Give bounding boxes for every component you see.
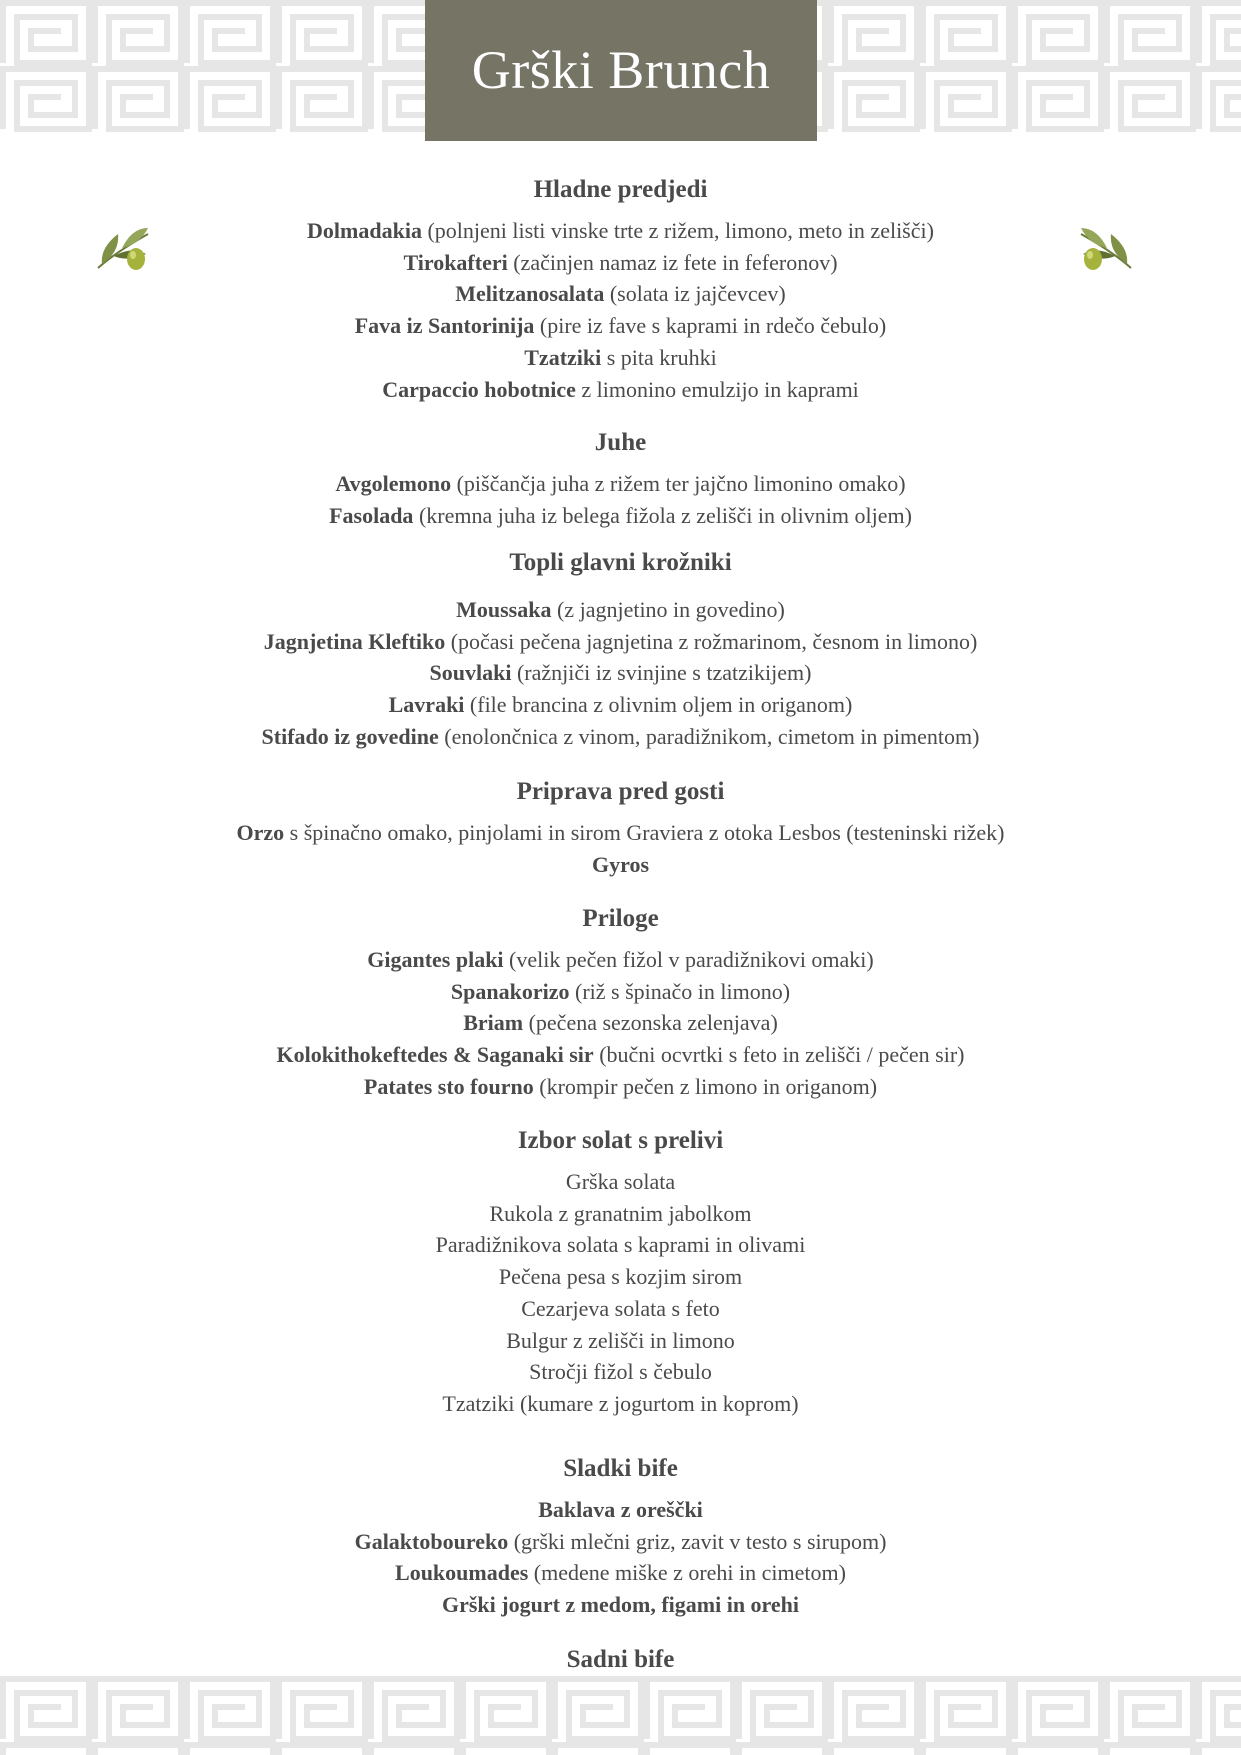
item-desc: Bulgur z zelišči in limono — [506, 1327, 735, 1353]
item-name: Tzatziki — [524, 344, 602, 370]
item-name: Galaktoboureko — [354, 1528, 509, 1554]
list-item — [120, 1198, 1121, 1230]
item-list — [120, 817, 1121, 880]
section-priloge — [120, 904, 1121, 1103]
item-desc: s špinačno omako, pinjolami in sirom Graviera z otoka Lesbos (testeninski rižek) — [284, 820, 1005, 845]
item-desc: (enolončnica z vinom, paradižnikom, cimetom in pimentom) — [438, 723, 980, 749]
list-item — [120, 657, 1121, 689]
item-name: Spanakorizo — [450, 978, 570, 1004]
item-desc: Pečena pesa s kozjim sirom — [498, 1264, 743, 1290]
item-desc: (grški mlečni griz, zavit v testo s sirupom) — [508, 1528, 887, 1554]
section-priprava — [120, 777, 1121, 880]
list-item — [120, 342, 1121, 374]
section-heading: Hladne predjedi — [533, 176, 708, 203]
item-desc: z limonino emulzijo in kaprami — [575, 376, 859, 402]
list-item — [120, 1356, 1121, 1388]
list-item — [120, 1557, 1121, 1589]
list-item — [120, 817, 1121, 849]
item-name: Orzo — [236, 820, 285, 845]
list-item — [120, 1526, 1121, 1558]
item-name: Gigantes plaki — [367, 947, 504, 972]
item-desc: Paradižnikova solata s kaprami in olivami — [435, 1232, 806, 1258]
list-item — [120, 468, 1121, 500]
item-name: Loukoumades — [395, 1560, 529, 1586]
section-heading: Juhe — [594, 429, 647, 456]
list-item — [120, 1589, 1121, 1621]
item-name: Fasolada — [329, 502, 414, 528]
item-desc: Stročji fižol s čebulo — [529, 1359, 712, 1385]
list-item — [120, 689, 1121, 721]
list-item — [120, 374, 1121, 406]
list-item — [120, 1494, 1121, 1526]
list-item — [120, 849, 1121, 881]
list-item — [120, 1325, 1121, 1357]
item-desc: (medene miške z orehi in cimetom) — [528, 1560, 846, 1586]
page-title: Grški Brunch — [471, 39, 771, 100]
list-item — [120, 1293, 1121, 1325]
greek-key-border-bottom — [0, 1676, 1241, 1755]
list-item — [120, 944, 1121, 976]
item-list — [120, 594, 1121, 753]
item-name: Baklava z oreščki — [538, 1497, 703, 1522]
item-list — [120, 1494, 1121, 1621]
item-desc: (riž s špinačo in limono) — [569, 978, 791, 1004]
list-item — [120, 976, 1121, 1008]
list-item — [120, 500, 1121, 532]
section-heading: Izbor solat s prelivi — [517, 1127, 724, 1154]
list-item — [120, 626, 1121, 658]
list-item — [120, 1388, 1121, 1420]
item-desc: (ražnjiči iz svinjine s tzatzikijem) — [511, 660, 812, 686]
item-desc: (solata iz jajčevcev) — [604, 281, 786, 307]
section-solate — [120, 1126, 1121, 1420]
item-name: Avgolemono — [335, 471, 452, 496]
list-item — [120, 310, 1121, 342]
item-desc: (pečena sezonska zelenjava) — [523, 1010, 778, 1036]
list-item — [120, 1007, 1121, 1039]
item-name: Jagnjetina Kleftiko — [263, 628, 446, 654]
list-item — [120, 215, 1121, 247]
item-list — [120, 1166, 1121, 1420]
greek-key-pattern — [0, 1676, 1241, 1755]
list-item — [120, 278, 1121, 310]
item-desc: (z jagnjetino in govedino) — [551, 597, 785, 622]
item-desc: (piščančja juha z rižem ter jajčno limonino omako) — [451, 471, 906, 496]
item-name: Melitzanosalata — [455, 281, 605, 307]
title-banner — [425, 0, 817, 141]
item-desc: (začinjen namaz iz fete in feferonov) — [507, 249, 838, 275]
list-item — [120, 594, 1121, 626]
section-juhe — [120, 428, 1121, 531]
item-desc: Cezarjeva solata s feto — [521, 1295, 720, 1321]
item-desc: (polnjeni listi vinske trte z rižem, limono, meto in zelišči) — [421, 218, 934, 243]
list-item — [120, 1261, 1121, 1293]
section-heading: Priprava pred gosti — [516, 778, 725, 805]
item-name: Kolokithokeftedes & Saganaki sir — [276, 1042, 594, 1068]
item-list — [120, 944, 1121, 1103]
item-desc: Tzatziki (kumare z jogurtom in koprom) — [442, 1390, 799, 1416]
item-desc: (pire iz fave s kaprami in rdečo čebulo) — [534, 313, 887, 339]
item-name: Gyros — [591, 851, 650, 877]
item-desc: (file brancina z olivnim oljem in origanom) — [464, 692, 853, 718]
item-desc: Rukola z granatnim jabolkom — [489, 1200, 752, 1226]
section-hladne-predjedi — [120, 175, 1121, 405]
item-desc: Grška solata — [565, 1169, 676, 1194]
list-item — [120, 1229, 1121, 1261]
section-sadni-bife — [120, 1645, 1121, 1675]
section-heading: Sladki bife — [563, 1455, 678, 1482]
list-item — [120, 1039, 1121, 1071]
item-name: Carpaccio hobotnice — [382, 376, 576, 402]
item-name: Moussaka — [456, 597, 552, 622]
item-desc: (kremna juha iz belega fižola z zelišči in olivnim oljem) — [413, 502, 912, 528]
item-name: Fava iz Santorinija — [354, 313, 535, 339]
item-name: Souvlaki — [429, 660, 512, 686]
item-desc: s pita kruhki — [601, 344, 717, 370]
section-heading: Priloge — [582, 905, 659, 932]
item-list — [120, 215, 1121, 405]
item-name: Lavraki — [388, 692, 465, 718]
item-name: Patates sto fourno — [363, 1073, 534, 1099]
section-topli-glavni — [120, 548, 1121, 753]
item-desc: (krompir pečen z limono in origanom) — [533, 1073, 878, 1099]
item-name: Dolmadakia — [307, 218, 422, 243]
item-desc: (velik pečen fižol v paradižnikovi omaki) — [503, 947, 874, 972]
item-name: Tirokafteri — [403, 249, 508, 275]
item-name: Grški jogurt z medom, figami in orehi — [441, 1592, 800, 1618]
item-name: Stifado iz govedine — [261, 723, 439, 749]
list-item — [120, 1071, 1121, 1103]
item-desc: (bučni ocvrtki s feto in zelišči / pečen sir) — [593, 1042, 965, 1068]
item-list — [120, 468, 1121, 531]
list-item — [120, 721, 1121, 753]
item-desc: (počasi pečena jagnjetina z rožmarinom, česnom in limono) — [445, 628, 978, 654]
list-item — [120, 1166, 1121, 1198]
item-name: Briam — [463, 1010, 524, 1036]
list-item — [120, 247, 1121, 279]
section-sladki-bife — [120, 1454, 1121, 1621]
section-heading: Topli glavni krožniki — [509, 549, 732, 576]
section-heading: Sadni bife — [566, 1646, 675, 1673]
